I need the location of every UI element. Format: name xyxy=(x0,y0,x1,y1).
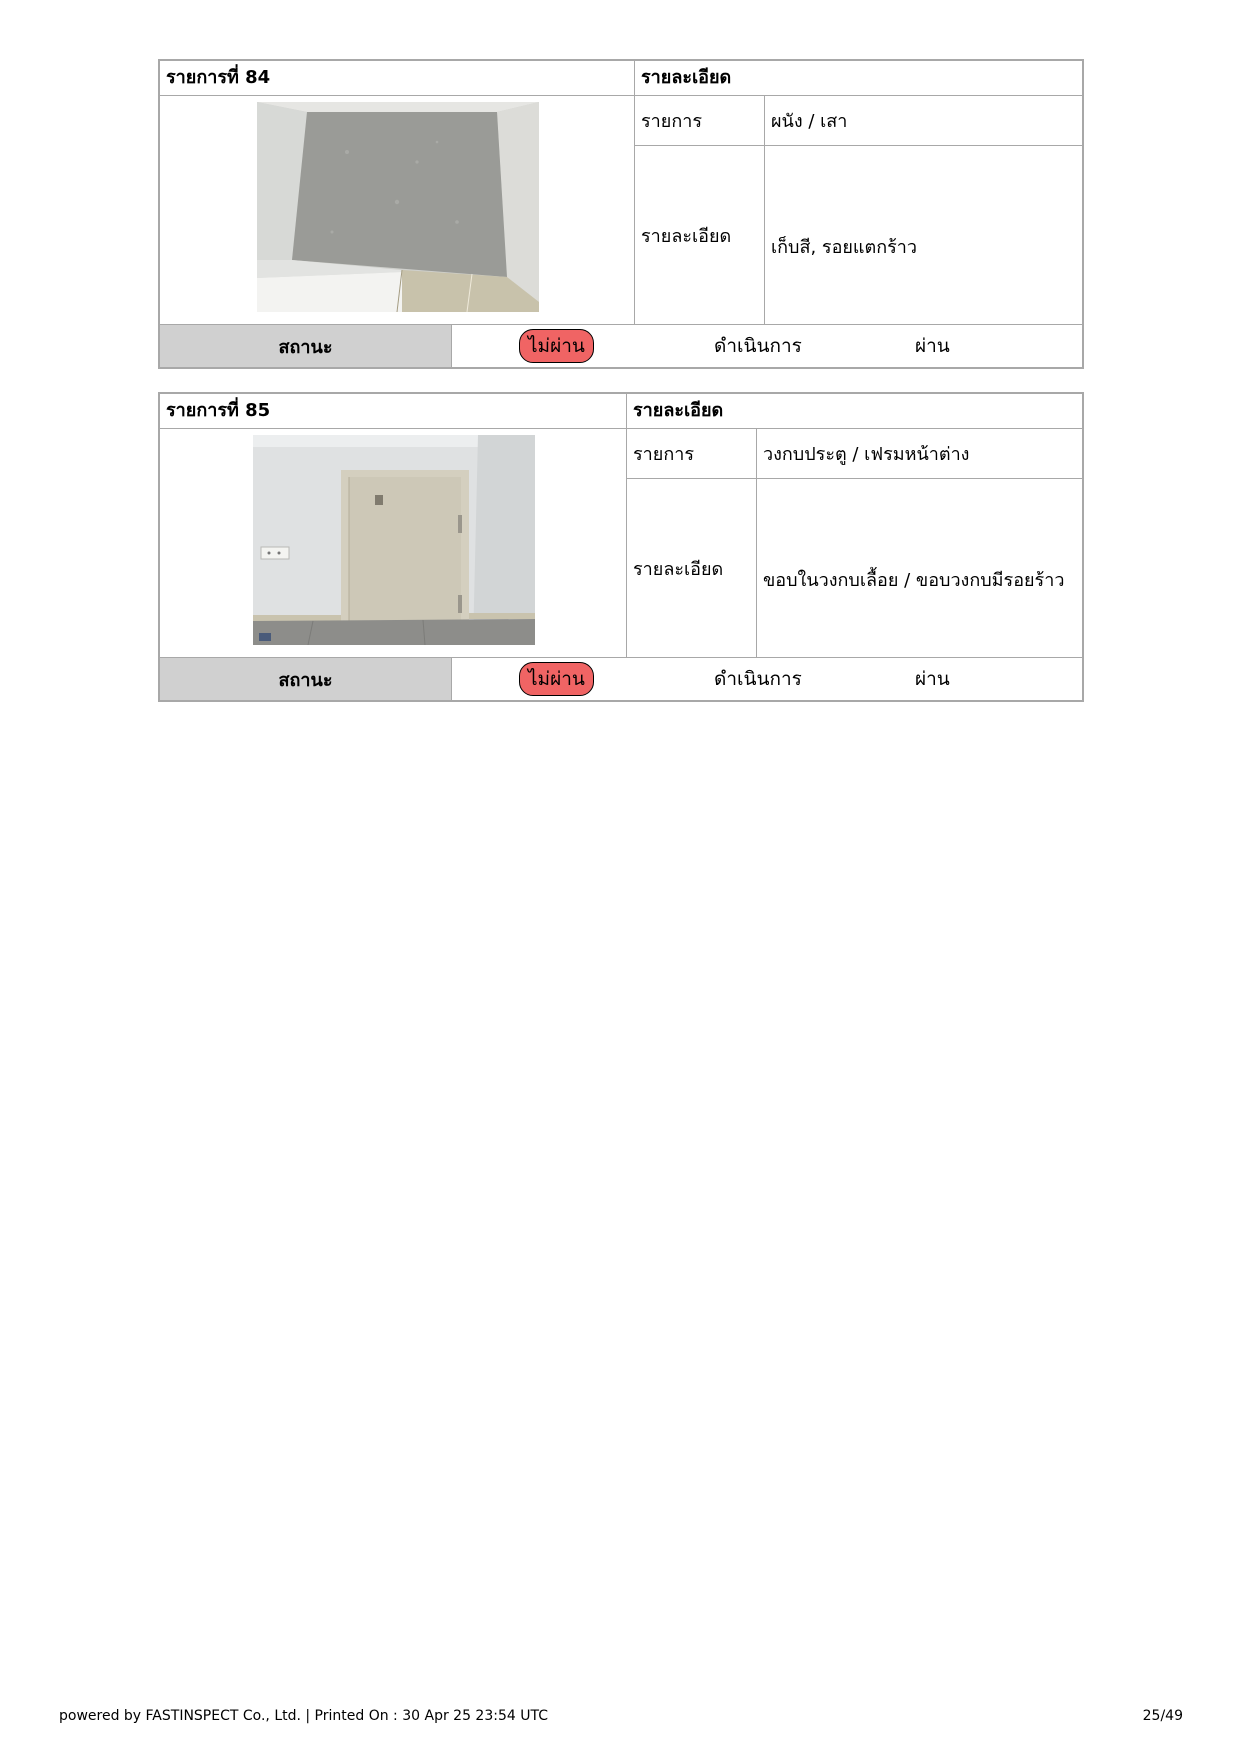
detail-cell xyxy=(635,96,1082,324)
detail-value: ขอบในวงกบเลื้อย / ขอบวงกบมีรอยร้าว xyxy=(763,569,1065,591)
footer-credit: powered by FASTINSPECT Co., Ltd. | Printed On : 30 Apr 25 23:54 UTC xyxy=(59,1708,548,1724)
item-title: รายการที่ 84 xyxy=(160,61,635,95)
inspection-photo[interactable] xyxy=(253,435,535,645)
item-value: ผนัง / เสา xyxy=(771,111,848,132)
card-header-row xyxy=(160,61,1082,96)
status-option-fail[interactable]: ไม่ผ่าน xyxy=(519,662,594,696)
photo-cell xyxy=(160,429,627,657)
item-label: รายการ xyxy=(635,96,765,145)
detail-description-row xyxy=(635,146,1082,324)
status-option-pass[interactable]: ผ่าน xyxy=(915,335,950,357)
photo-cell xyxy=(160,96,635,324)
inspection-photo[interactable] xyxy=(257,102,539,312)
item-value: วงกบประตู / เฟรมหน้าต่าง xyxy=(763,444,970,465)
page-number: 25/49 xyxy=(1142,1708,1183,1724)
detail-header: รายละเอียด xyxy=(633,400,724,421)
detail-value: เก็บสี, รอยแตกร้าว xyxy=(771,236,918,258)
detail-item-row xyxy=(627,429,1082,479)
status-option-pass[interactable]: ผ่าน xyxy=(915,668,950,690)
status-option-in-progress[interactable]: ดำเนินการ xyxy=(714,335,802,357)
status-row xyxy=(160,658,1082,700)
inspection-item-card xyxy=(158,59,1084,369)
detail-description-row xyxy=(627,479,1082,657)
item-label: รายการ xyxy=(627,429,757,478)
detail-item-row xyxy=(635,96,1082,146)
status-option-in-progress[interactable]: ดำเนินการ xyxy=(714,668,802,690)
status-options xyxy=(452,658,1082,700)
detail-label: รายละเอียด xyxy=(627,479,757,657)
status-options xyxy=(452,325,1082,367)
card-body-row xyxy=(160,96,1082,325)
card-body-row xyxy=(160,429,1082,658)
item-title: รายการที่ 85 xyxy=(160,394,627,428)
card-header-row xyxy=(160,394,1082,429)
status-option-fail[interactable]: ไม่ผ่าน xyxy=(519,329,594,363)
inspection-item-card xyxy=(158,392,1084,702)
detail-label: รายละเอียด xyxy=(635,146,765,324)
status-row xyxy=(160,325,1082,367)
detail-header: รายละเอียด xyxy=(641,67,732,88)
status-label: สถานะ xyxy=(160,658,452,700)
status-label: สถานะ xyxy=(160,325,452,367)
detail-cell xyxy=(627,429,1082,657)
page-footer xyxy=(59,1708,1183,1724)
